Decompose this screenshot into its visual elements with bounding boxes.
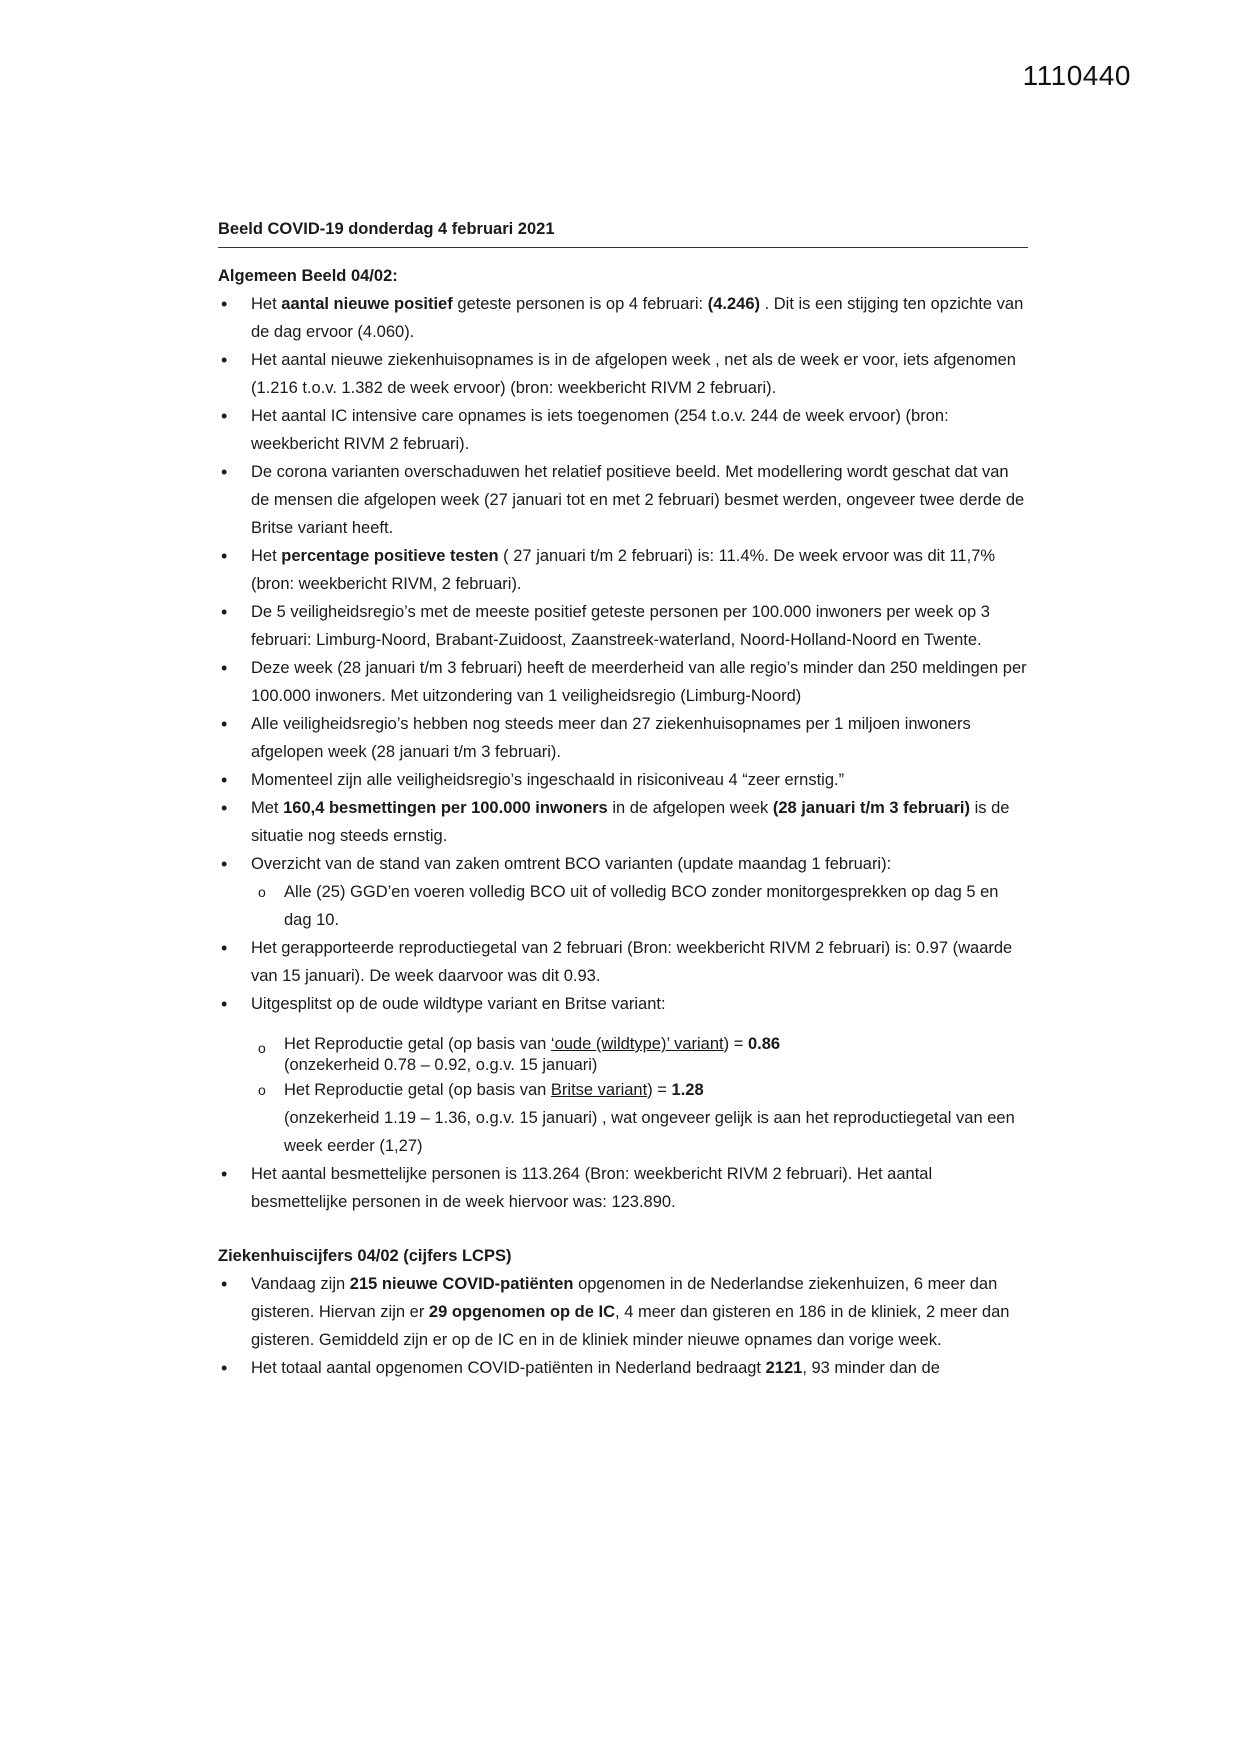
- document-title: Beeld COVID-19 donderdag 4 februari 2021: [218, 215, 1028, 248]
- document-number: 1110440: [1022, 60, 1131, 91]
- list-item: • Vandaag zijn 215 nieuwe COVID-patiënten opgenomen in de Nederlandse ziekenhuizen, 6 meer dan gisteren. Hiervan zijn er 29 opgenomen op de IC, 4 meer dan gisteren en 186 in de kliniek, 2 meer dan gisteren. Gemiddeld zijn er op de IC en in de kliniek minder nieuwe opnames dan vorige week.: [218, 1270, 1028, 1354]
- list-item: • Het aantal IC intensive care opnames is iets toegenomen (254 t.o.v. 244 de week ervoor) (bron: weekbericht RIVM 2 februari).: [218, 402, 1028, 458]
- list-item: • Het totaal aantal opgenomen COVID-patiënten in Nederland bedraagt 2121, 93 minder dan de: [218, 1354, 1028, 1382]
- document-body: [218, 215, 1028, 1382]
- list-item: • Het gerapporteerde reproductiegetal van 2 februari (Bron: weekbericht RIVM 2 februari) is: 0.97 (waarde van 15 januari). De week daarvoor was dit 0.93.: [218, 934, 1028, 990]
- list-item: • Het percentage positieve testen ( 27 januari t/m 2 februari) is: 11.4%. De week ervoor was dit 11,7% (bron: weekbericht RIVM, 2 februari).: [218, 542, 1028, 598]
- sub-list-item: o Het Reproductie getal (op basis van ‘oude (wildtype)’ variant) = 0.86 (onzekerheid 0.78 – 0.92, o.g.v. 15 januari): [251, 1034, 1028, 1076]
- list-item: • Het aantal nieuwe positief geteste personen is op 4 februari: (4.246) . Dit is een stijging ten opzichte van de dag ervoor (4.060).: [218, 290, 1028, 346]
- list-item: • Uitgesplitst op de oude wildtype variant en Britse variant: o Het Reproductie getal (op basis van ‘oude (wildtype)’ variant) = 0.86 (onzekerheid 0.78 – 0.92, o.g.v. 15 januari) o Het Reproductie getal (op basis van Britse variant) = 1.28 (onzekerheid 1.19 – 1.36, o.g.v. 15 januari) , wat ongeveer gelijk is aan het reproductiegetal van een week eerder (1,27): [218, 990, 1028, 1160]
- section-heading-ziekenhuiscijfers: Ziekenhuiscijfers 04/02 (cijfers LCPS): [218, 1247, 512, 1265]
- bullet-list-ziekenhuiscijfers: [218, 1270, 1028, 1382]
- sub-list-item: o Het Reproductie getal (op basis van Britse variant) = 1.28 (onzekerheid 1.19 – 1.36, o.g.v. 15 januari) , wat ongeveer gelijk is aan het reproductiegetal van een week eerder (1,27): [251, 1076, 1028, 1160]
- section-heading-algemeen-beeld: Algemeen Beeld 04/02:: [218, 267, 398, 285]
- sub-list-reproductie: [251, 1034, 1028, 1160]
- sub-list-item: o Alle (25) GGD’en voeren volledig BCO uit of volledig BCO zonder monitorgesprekken op dag 5 en dag 10.: [251, 878, 1028, 934]
- bullet-list-algemeen-beeld: [218, 290, 1028, 1216]
- list-item: • De corona varianten overschaduwen het relatief positieve beeld. Met modellering wordt geschat dat van de mensen die afgelopen week (27 januari tot en met 2 februari) besmet werden, ongeveer twee derde de Britse variant heeft.: [218, 458, 1028, 542]
- list-item: • Momenteel zijn alle veiligheidsregio’s ingeschaald in risiconiveau 4 “zeer ernstig.”: [218, 766, 1028, 794]
- list-item: • Met 160,4 besmettingen per 100.000 inwoners in de afgelopen week (28 januari t/m 3 februari) is de situatie nog steeds ernstig.: [218, 794, 1028, 850]
- list-item: • De 5 veiligheidsregio’s met de meeste positief geteste personen per 100.000 inwoners per week op 3 februari: Limburg-Noord, Brabant-Zuidoost, Zaanstreek-waterland, Noord-Holland-Noord en Twente.: [218, 598, 1028, 654]
- list-item: • Het aantal besmettelijke personen is 113.264 (Bron: weekbericht RIVM 2 februari). Het aantal besmettelijke personen in de week hiervoor was: 123.890.: [218, 1160, 1028, 1216]
- list-item: • Alle veiligheidsregio’s hebben nog steeds meer dan 27 ziekenhuisopnames per 1 miljoen inwoners afgelopen week (28 januari t/m 3 februari).: [218, 710, 1028, 766]
- list-item: • Deze week (28 januari t/m 3 februari) heeft de meerderheid van alle regio’s minder dan 250 meldingen per 100.000 inwoners. Met uitzondering van 1 veiligheidsregio (Limburg-Noord): [218, 654, 1028, 710]
- list-item: • Overzicht van de stand van zaken omtrent BCO varianten (update maandag 1 februari): o Alle (25) GGD’en voeren volledig BCO uit of volledig BCO zonder monitorgesprekken op dag 5 en dag 10.: [218, 850, 1028, 934]
- sub-list-bco: [251, 878, 1028, 934]
- list-item: • Het aantal nieuwe ziekenhuisopnames is in de afgelopen week , net als de week er voor, iets afgenomen (1.216 t.o.v. 1.382 de week ervoor) (bron: weekbericht RIVM 2 februari).: [218, 346, 1028, 402]
